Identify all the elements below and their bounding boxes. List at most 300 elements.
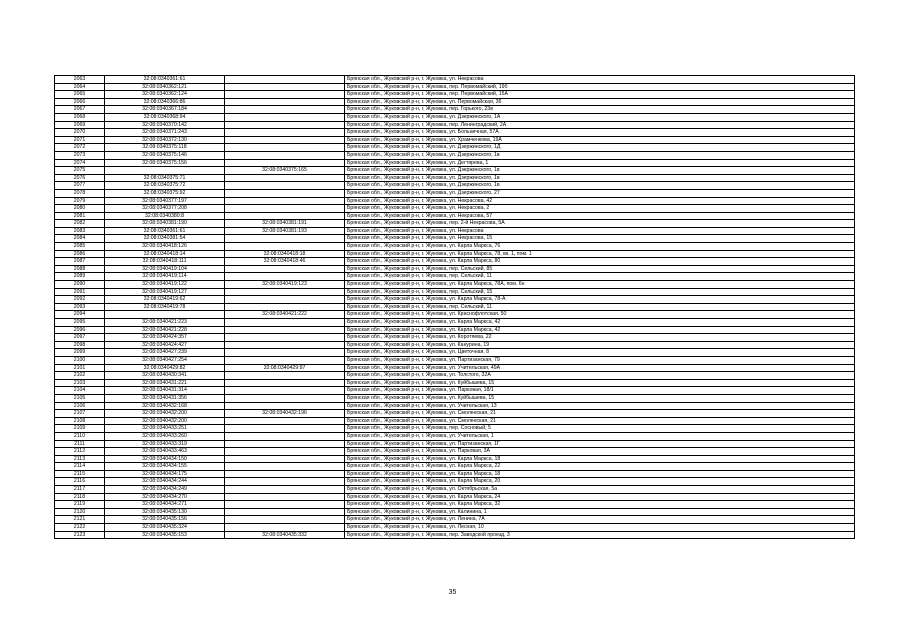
cadastral-number-cell: 32:08:0340362:124 [105, 91, 225, 99]
address-cell: Брянская обл., Жуковский р-н, г. Жуковка, ул. Дзержинского, 1А [345, 113, 855, 121]
table-row [55, 334, 855, 342]
table-row [55, 288, 855, 296]
address-cell: Брянская обл., Жуковский р-н, г. Жуковка, пер. Сельский, 11 [345, 303, 855, 311]
cadastral-number-cell: 32:08:0340381:54 [105, 235, 225, 243]
previous-cadastral-number-cell [225, 432, 345, 440]
table-row [55, 448, 855, 456]
row-number-cell: 2077 [55, 182, 105, 190]
address-cell: Брянская обл., Жуковский р-н, г. Жуковка, пер. 2-й Некрасова, 5А [345, 220, 855, 228]
previous-cadastral-number-cell [225, 319, 345, 327]
address-cell: Брянская обл., Жуковский р-н, г. Жуковка, ул. Некрасова, 42 [345, 197, 855, 205]
cadastral-number-cell: 32:08:0340435:156 [105, 516, 225, 524]
row-number-cell: 2070 [55, 129, 105, 137]
cadastral-number-cell: 32:08:0340432:200 [105, 417, 225, 425]
page-number: 35 [448, 589, 457, 596]
previous-cadastral-number-cell [225, 121, 345, 129]
cadastral-number-cell: 32:08:0340431:221 [105, 379, 225, 387]
cadastral-number-cell: 32:08:0340433:463 [105, 448, 225, 456]
address-cell: Брянская обл., Жуковский р-н, г. Жуковка, пер. Сосновый, 5 [345, 425, 855, 433]
previous-cadastral-number-cell [225, 486, 345, 494]
row-number-cell: 2073 [55, 151, 105, 159]
address-cell: Брянская обл., Жуковский р-н, г. Жуковка, ул. Храмченкова, 19А [345, 136, 855, 144]
cadastral-number-cell: 32:08:0340434:175 [105, 470, 225, 478]
row-number-cell: 2072 [55, 144, 105, 152]
cadastral-number-cell: 32:08:0340424:357 [105, 334, 225, 342]
address-cell: Брянская обл., Жуковский р-н, г. Жуковка, пер. Горького, 23в [345, 106, 855, 114]
row-number-cell: 2074 [55, 159, 105, 167]
row-number-cell: 2110 [55, 432, 105, 440]
previous-cadastral-number-cell: 32:08:0340421:222 [225, 311, 345, 319]
table-row [55, 91, 855, 99]
address-cell: Брянская обл., Жуковский р-н, г. Жуковка, ул. Парковая, 3А [345, 448, 855, 456]
row-number-cell: 2081 [55, 212, 105, 220]
row-number-cell: 2122 [55, 524, 105, 532]
address-cell: Брянская обл., Жуковский р-н, г. Жуковка, ул. Карла Маркса, 20 [345, 478, 855, 486]
address-cell: Брянская обл., Жуковский р-н, г. Жуковка, ул. Партизанская, 79 [345, 356, 855, 364]
address-cell: Брянская обл., Жуковский р-н, г. Жуковка, ул. Дзержинского, 1в [345, 151, 855, 159]
previous-cadastral-number-cell [225, 417, 345, 425]
address-cell: Брянская обл., Жуковский р-н, г. Жуковка, ул. Учительская, 49А [345, 364, 855, 372]
table-row [55, 258, 855, 266]
address-cell: Брянская обл., Жуковский р-н, г. Жуковка, ул. Карла Маркса, 24 [345, 493, 855, 501]
cadastral-number-cell: 32:08:0340433:319 [105, 440, 225, 448]
table-row [55, 364, 855, 372]
previous-cadastral-number-cell: 32:08:0340419:123 [225, 281, 345, 289]
row-number-cell: 2117 [55, 486, 105, 494]
previous-cadastral-number-cell: 32:08:0340381:191 [225, 220, 345, 228]
previous-cadastral-number-cell [225, 106, 345, 114]
cadastral-number-cell: 32:08:0340419:122 [105, 281, 225, 289]
previous-cadastral-number-cell [225, 212, 345, 220]
address-cell: Брянская обл., Жуковский р-н, г. Жуковка, ул. Краснофлотская, 50 [345, 311, 855, 319]
table-row [55, 311, 855, 319]
address-cell: Брянская обл., Жуковский р-н, г. Жуковка, ул. Толстого, 32А [345, 372, 855, 380]
address-cell: Брянская обл., Жуковский р-н, г. Жуковка, пер. Первомайский, 19б [345, 83, 855, 91]
table-row [55, 372, 855, 380]
previous-cadastral-number-cell [225, 501, 345, 509]
table-row [55, 341, 855, 349]
cadastral-number-cell: 32:08:0340380:8 [105, 212, 225, 220]
previous-cadastral-number-cell [225, 76, 345, 84]
row-number-cell: 2096 [55, 326, 105, 334]
row-number-cell: 2120 [55, 508, 105, 516]
table-row [55, 349, 855, 357]
table-row [55, 243, 855, 251]
previous-cadastral-number-cell: 32:08:0340418:46 [225, 258, 345, 266]
row-number-cell: 2083 [55, 227, 105, 235]
table-row [55, 417, 855, 425]
previous-cadastral-number-cell: 32:08:0340381:193 [225, 227, 345, 235]
table-row [55, 174, 855, 182]
address-cell: Брянская обл., Жуковский р-н, г. Жуковка, ул. Куйбышева, 15 [345, 394, 855, 402]
cadastral-number-cell: 32:08:0340433:251 [105, 425, 225, 433]
previous-cadastral-number-cell [225, 144, 345, 152]
cadastral-number-cell: 32:08:0340375:72 [105, 182, 225, 190]
cadastral-number-cell: 32:08:0340377:197 [105, 197, 225, 205]
previous-cadastral-number-cell [225, 205, 345, 213]
table-row [55, 189, 855, 197]
address-cell: Брянская обл., Жуковский р-н, г. Жуковка, ул. Больничная, 57А [345, 129, 855, 137]
table-row [55, 129, 855, 137]
cadastral-number-cell: 32:08:0340434:271 [105, 501, 225, 509]
address-cell: Брянская обл., Жуковский р-н, г. Жуковка, ул. Дзержинского, 1в [345, 174, 855, 182]
cadastral-number-cell [105, 167, 225, 175]
table-row [55, 113, 855, 121]
row-number-cell: 2105 [55, 394, 105, 402]
table-row [55, 144, 855, 152]
table-row [55, 212, 855, 220]
address-cell: Брянская обл., Жуковский р-н, г. Жуковка, ул. Дзержинского, 1в [345, 167, 855, 175]
previous-cadastral-number-cell [225, 356, 345, 364]
row-number-cell: 2082 [55, 220, 105, 228]
previous-cadastral-number-cell [225, 273, 345, 281]
address-cell: Брянская обл., Жуковский р-н, г. Жуковка, пер. Первомайский, 15А [345, 91, 855, 99]
table-row [55, 167, 855, 175]
row-number-cell: 2121 [55, 516, 105, 524]
row-number-cell: 2090 [55, 281, 105, 289]
table-row [55, 303, 855, 311]
table-row [55, 151, 855, 159]
row-number-cell: 2098 [55, 341, 105, 349]
cadastral-number-cell: 32:08:0340371:243 [105, 129, 225, 137]
previous-cadastral-number-cell [225, 387, 345, 395]
cadastral-number-cell: 32:08:0340418:14 [105, 250, 225, 258]
previous-cadastral-number-cell [225, 372, 345, 380]
address-cell: Брянская обл., Жуковский р-н, г. Жуковка, ул. Некрасова [345, 227, 855, 235]
cadastral-number-cell: 32:08:0340430:341 [105, 372, 225, 380]
row-number-cell: 2088 [55, 265, 105, 273]
table-row [55, 425, 855, 433]
row-number-cell: 2071 [55, 136, 105, 144]
address-cell: Брянская обл., Жуковский р-н, г. Жуковка, ул. Цветочная, 8 [345, 349, 855, 357]
table-row [55, 524, 855, 532]
address-cell: Брянская обл., Жуковский р-н, г. Жуковка, ул. Некрасова [345, 76, 855, 84]
table-row [55, 501, 855, 509]
row-number-cell: 2079 [55, 197, 105, 205]
previous-cadastral-number-cell [225, 288, 345, 296]
address-cell: Брянская обл., Жуковский р-н, г. Жуковка, ул. Парковая, 18/1 [345, 387, 855, 395]
table-row [55, 281, 855, 289]
row-number-cell: 2076 [55, 174, 105, 182]
address-cell: Брянская обл., Жуковский р-н, г. Жуковка, ул. Куйбышева, 15 [345, 379, 855, 387]
cadastral-number-cell: 32:08:0340431:356 [105, 394, 225, 402]
table-row [55, 440, 855, 448]
table-row [55, 493, 855, 501]
row-number-cell: 2084 [55, 235, 105, 243]
row-number-cell: 2091 [55, 288, 105, 296]
row-number-cell: 2099 [55, 349, 105, 357]
address-cell: Брянская обл., Жуковский р-н, г. Жуковка, ул. Карла Маркса, 42 [345, 319, 855, 327]
row-number-cell: 2102 [55, 372, 105, 380]
row-number-cell: 2123 [55, 531, 105, 539]
cadastral-number-cell: 32:08:0340431:314 [105, 387, 225, 395]
previous-cadastral-number-cell: 32:08:0340375:165 [225, 167, 345, 175]
previous-cadastral-number-cell [225, 113, 345, 121]
previous-cadastral-number-cell [225, 182, 345, 190]
cadastral-number-cell: 32:08:0340372:130 [105, 136, 225, 144]
cadastral-number-cell: 32:08:0340377:208 [105, 205, 225, 213]
cadastral-number-cell: 32:08:0340434:244 [105, 478, 225, 486]
previous-cadastral-number-cell [225, 493, 345, 501]
table-row [55, 182, 855, 190]
address-cell: Брянская обл., Жуковский р-н, г. Жуковка, ул. Некрасова, 15 [345, 235, 855, 243]
previous-cadastral-number-cell [225, 349, 345, 357]
previous-cadastral-number-cell [225, 524, 345, 532]
row-number-cell: 2114 [55, 463, 105, 471]
previous-cadastral-number-cell [225, 189, 345, 197]
address-cell: Брянская обл., Жуковский р-н, г. Жуковка, ул. Карла Маркса, 42 [345, 326, 855, 334]
previous-cadastral-number-cell [225, 235, 345, 243]
row-number-cell: 2112 [55, 448, 105, 456]
address-cell: Брянская обл., Жуковский р-н, г. Жуковка, пер. Сельский, 11 [345, 273, 855, 281]
cadastral-number-cell: 32:08:0340432:168 [105, 402, 225, 410]
address-cell: Брянская обл., Жуковский р-н, г. Жуковка, ул. Карла Маркса, 78А, пом. 6н [345, 281, 855, 289]
cadastral-number-cell: 32:08:0340419:104 [105, 265, 225, 273]
cadastral-number-cell: 32:08:0340434:150 [105, 455, 225, 463]
row-number-cell: 2115 [55, 470, 105, 478]
previous-cadastral-number-cell [225, 394, 345, 402]
row-number-cell: 2087 [55, 258, 105, 266]
register-table-body [55, 76, 855, 539]
row-number-cell: 2069 [55, 121, 105, 129]
previous-cadastral-number-cell: 32:08:0340418:18 [225, 250, 345, 258]
cadastral-number-cell: 32:08:0340419:62 [105, 296, 225, 304]
table-row [55, 235, 855, 243]
table-row [55, 197, 855, 205]
cadastral-number-cell: 32:08:0340370:142 [105, 121, 225, 129]
cadastral-number-cell: 32:08:0340375:156 [105, 159, 225, 167]
previous-cadastral-number-cell [225, 265, 345, 273]
previous-cadastral-number-cell [225, 478, 345, 486]
cadastral-number-cell: 32:08:0340434:155 [105, 463, 225, 471]
address-cell: Брянская обл., Жуковский р-н, г. Жуковка, ул. Партизанская, 1Г [345, 440, 855, 448]
table-row [55, 531, 855, 539]
table-row [55, 402, 855, 410]
table-row [55, 136, 855, 144]
address-cell: Брянская обл., Жуковский р-н, г. Жуковка, ул. Карла Маркса, 78, кв. 1, пом. 1 [345, 250, 855, 258]
cadastral-number-cell: 32:08:0340361:61 [105, 76, 225, 84]
table-row [55, 387, 855, 395]
property-register-table [54, 75, 855, 539]
previous-cadastral-number-cell [225, 83, 345, 91]
address-cell: Брянская обл., Жуковский р-н, г. Жуковка, ул. Карла Маркса, 18 [345, 455, 855, 463]
cadastral-number-cell: 32:08:0340435:130 [105, 508, 225, 516]
row-number-cell: 2100 [55, 356, 105, 364]
table-row [55, 296, 855, 304]
address-cell: Брянская обл., Жуковский р-н, г. Жуковка, ул. Дзержинского, 1Д [345, 144, 855, 152]
row-number-cell: 2106 [55, 402, 105, 410]
table-row [55, 486, 855, 494]
cadastral-number-cell: 32:08:0340375:71 [105, 174, 225, 182]
cadastral-number-cell: 32:08:0340432:200 [105, 410, 225, 418]
previous-cadastral-number-cell [225, 136, 345, 144]
previous-cadastral-number-cell [225, 463, 345, 471]
row-number-cell: 2101 [55, 364, 105, 372]
table-row [55, 432, 855, 440]
address-cell: Брянская обл., Жуковский р-н, г. Жуковка, ул. Карла Маркса, 18 [345, 470, 855, 478]
cadastral-number-cell: 32:08:0340418:126 [105, 243, 225, 251]
row-number-cell: 2063 [55, 76, 105, 84]
row-number-cell: 2111 [55, 440, 105, 448]
table-row [55, 227, 855, 235]
cadastral-number-cell: 32:08:0340421:228 [105, 326, 225, 334]
table-row [55, 326, 855, 334]
previous-cadastral-number-cell [225, 341, 345, 349]
cadastral-number-cell: 32:08:0340433:260 [105, 432, 225, 440]
address-cell: Брянская обл., Жуковский р-н, г. Жуковка, ул. Ленина, 7А [345, 516, 855, 524]
table-row [55, 106, 855, 114]
table-row [55, 463, 855, 471]
table-row [55, 394, 855, 402]
address-cell: Брянская обл., Жуковский р-н, г. Жуковка, ул. Карла Маркса, 78-А [345, 296, 855, 304]
row-number-cell: 2107 [55, 410, 105, 418]
row-number-cell: 2092 [55, 296, 105, 304]
row-number-cell: 2097 [55, 334, 105, 342]
previous-cadastral-number-cell [225, 303, 345, 311]
previous-cadastral-number-cell [225, 129, 345, 137]
previous-cadastral-number-cell: 32:08:0340435:332 [225, 531, 345, 539]
cadastral-number-cell [105, 311, 225, 319]
address-cell: Брянская обл., Жуковский р-н, г. Жуковка, ул. Дегтярева, 1 [345, 159, 855, 167]
previous-cadastral-number-cell [225, 197, 345, 205]
previous-cadastral-number-cell [225, 470, 345, 478]
table-row [55, 83, 855, 91]
address-cell: Брянская обл., Жуковский р-н, г. Жуковка, пер. Сельский, 85 [345, 265, 855, 273]
address-cell: Брянская обл., Жуковский р-н, г. Жуковка, ул. Карла Маркса, 80 [345, 258, 855, 266]
row-number-cell: 2119 [55, 501, 105, 509]
address-cell: Брянская обл., Жуковский р-н, г. Жуковка, пер. Ленинградский, 2А [345, 121, 855, 129]
cadastral-number-cell: 32:08:0340427:239 [105, 349, 225, 357]
address-cell: Брянская обл., Жуковский р-н, г. Жуковка, ул. Карла Маркса, 76 [345, 243, 855, 251]
row-number-cell: 2103 [55, 379, 105, 387]
row-number-cell: 2066 [55, 98, 105, 106]
table-row [55, 220, 855, 228]
cadastral-number-cell: 32:08:0340375:146 [105, 151, 225, 159]
address-cell: Брянская обл., Жуковский р-н, г. Жуковка, пер. Сельский, 15 [345, 288, 855, 296]
address-cell: Брянская обл., Жуковский р-н, г. Жуковка, ул. Калинина, 1 [345, 508, 855, 516]
table-row [55, 159, 855, 167]
row-number-cell: 2068 [55, 113, 105, 121]
table-row [55, 356, 855, 364]
previous-cadastral-number-cell [225, 334, 345, 342]
cadastral-number-cell: 32:08:0340419:78 [105, 303, 225, 311]
address-cell: Брянская обл., Жуковский р-н, г. Жуковка, ул. Дзержинского, 1в [345, 182, 855, 190]
row-number-cell: 2094 [55, 311, 105, 319]
previous-cadastral-number-cell [225, 425, 345, 433]
cadastral-number-cell: 32:08:0340375:92 [105, 189, 225, 197]
table-row [55, 470, 855, 478]
cadastral-number-cell: 32:08:0340435:153 [105, 531, 225, 539]
cadastral-number-cell: 32:08:0340435:324 [105, 524, 225, 532]
cadastral-number-cell: 32:08:0340381:190 [105, 220, 225, 228]
row-number-cell: 2067 [55, 106, 105, 114]
previous-cadastral-number-cell [225, 159, 345, 167]
previous-cadastral-number-cell [225, 508, 345, 516]
previous-cadastral-number-cell: 32:08:0340429:97 [225, 364, 345, 372]
cadastral-number-cell: 32:08:0340361:61 [105, 227, 225, 235]
cadastral-number-cell: 32:08:0340366:86 [105, 98, 225, 106]
address-cell: Брянская обл., Жуковский р-н, г. Жуковка, ул. Дзержинского, 27 [345, 189, 855, 197]
address-cell: Брянская обл., Жуковский р-н, г. Жуковка, ул. Карла Маркса, 32 [345, 501, 855, 509]
cadastral-number-cell: 32:08:0340419:127 [105, 288, 225, 296]
address-cell: Брянская обл., Жуковский р-н, г. Жуковка, ул. Карла Маркса, 22 [345, 463, 855, 471]
row-number-cell: 2104 [55, 387, 105, 395]
address-cell: Брянская обл., Жуковский р-н, г. Жуковка, пер. Заводской проезд, 3 [345, 531, 855, 539]
address-cell: Брянская обл., Жуковский р-н, г. Жуковка, ул. Учительская, 1 [345, 432, 855, 440]
row-number-cell: 2116 [55, 478, 105, 486]
cadastral-number-cell: 32:08:0340419:114 [105, 273, 225, 281]
previous-cadastral-number-cell [225, 296, 345, 304]
table-row [55, 410, 855, 418]
cadastral-number-cell: 32:08:0340427:254 [105, 356, 225, 364]
address-cell: Брянская обл., Жуковский р-н, г. Жуковка, ул. Лесная, 10 [345, 524, 855, 532]
previous-cadastral-number-cell [225, 379, 345, 387]
previous-cadastral-number-cell [225, 448, 345, 456]
cadastral-number-cell: 32:08:0340367:184 [105, 106, 225, 114]
previous-cadastral-number-cell [225, 174, 345, 182]
table-row [55, 265, 855, 273]
cadastral-number-cell: 32:08:0340434:270 [105, 493, 225, 501]
row-number-cell: 2095 [55, 319, 105, 327]
address-cell: Брянская обл., Жуковский р-н, г. Жуковка, ул. Октябрьская, 5а [345, 486, 855, 494]
previous-cadastral-number-cell [225, 91, 345, 99]
row-number-cell: 2078 [55, 189, 105, 197]
table-row [55, 516, 855, 524]
table-row [55, 250, 855, 258]
address-cell: Брянская обл., Жуковский р-н, г. Жуковка, ул. Некрасова, 2 [345, 205, 855, 213]
cadastral-number-cell: 32:08:0340424:427 [105, 341, 225, 349]
cadastral-number-cell: 32:08:0340375:118 [105, 144, 225, 152]
table-row [55, 76, 855, 84]
address-cell: Брянская обл., Жуковский р-н, г. Жуковка, ул. Некрасова, 57 [345, 212, 855, 220]
cadastral-number-cell: 32:08:0340434:249 [105, 486, 225, 494]
table-row [55, 121, 855, 129]
cadastral-number-cell: 32:08:0340421:223 [105, 319, 225, 327]
table-row [55, 319, 855, 327]
table-row [55, 508, 855, 516]
address-cell: Брянская обл., Жуковский р-н, г. Жуковка, ул. Канурина, 19 [345, 341, 855, 349]
table-row [55, 205, 855, 213]
previous-cadastral-number-cell [225, 440, 345, 448]
row-number-cell: 2085 [55, 243, 105, 251]
row-number-cell: 2064 [55, 83, 105, 91]
previous-cadastral-number-cell [225, 516, 345, 524]
cadastral-number-cell: 32:08:0340418:111 [105, 258, 225, 266]
table-row [55, 478, 855, 486]
address-cell: Брянская обл., Жуковский р-н, г. Жуковка, ул. Учительская, 13 [345, 402, 855, 410]
table-row [55, 273, 855, 281]
row-number-cell: 2093 [55, 303, 105, 311]
table-row [55, 379, 855, 387]
row-number-cell: 2089 [55, 273, 105, 281]
row-number-cell: 2086 [55, 250, 105, 258]
address-cell: Брянская обл., Жуковский р-н, г. Жуковка, ул. Первомайская, 36 [345, 98, 855, 106]
cadastral-number-cell: 32:08:0340429:82 [105, 364, 225, 372]
previous-cadastral-number-cell [225, 98, 345, 106]
row-number-cell: 2080 [55, 205, 105, 213]
previous-cadastral-number-cell [225, 326, 345, 334]
previous-cadastral-number-cell [225, 243, 345, 251]
previous-cadastral-number-cell [225, 151, 345, 159]
address-cell: Брянская обл., Жуковский р-н, г. Жуковка, ул. Смоленская, 21 [345, 417, 855, 425]
row-number-cell: 2109 [55, 425, 105, 433]
previous-cadastral-number-cell: 32:08:0340432:196 [225, 410, 345, 418]
row-number-cell: 2113 [55, 455, 105, 463]
previous-cadastral-number-cell [225, 402, 345, 410]
cadastral-number-cell: 32:08:0340368:94 [105, 113, 225, 121]
previous-cadastral-number-cell [225, 455, 345, 463]
row-number-cell: 2108 [55, 417, 105, 425]
